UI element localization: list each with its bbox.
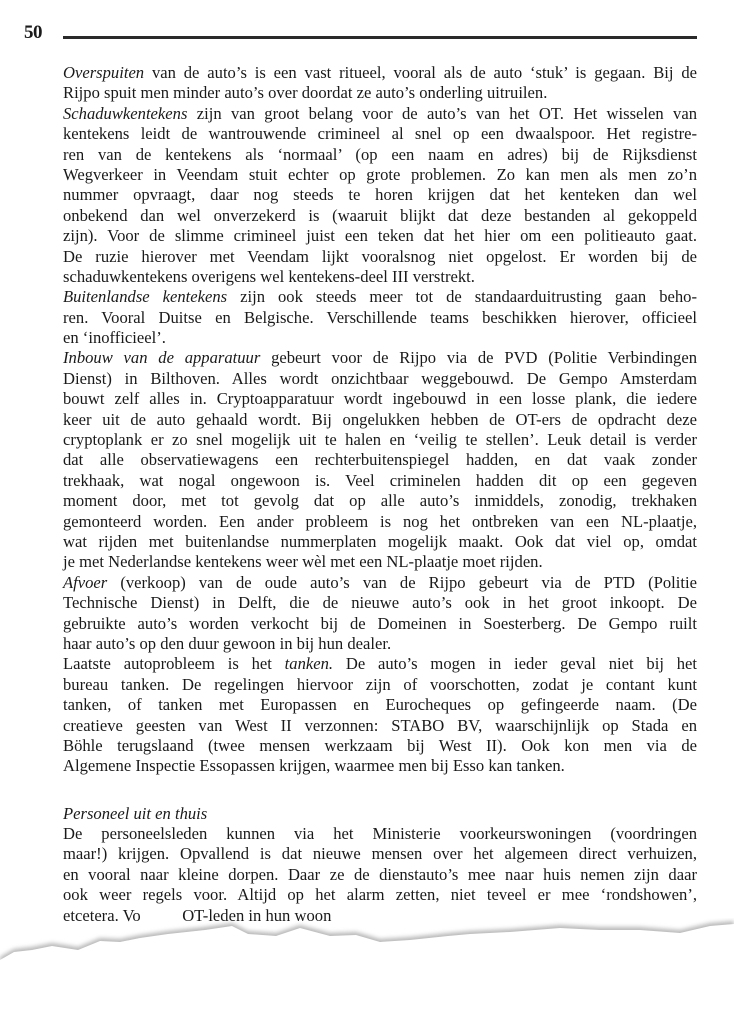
- italic-term: Buitenlandse kentekens: [63, 287, 228, 307]
- text-line: [63, 328, 697, 348]
- text-line: [63, 885, 697, 905]
- line-text: gebeurt voor de Rijpo via de PVD (Politie Verbindingen: [260, 348, 697, 368]
- line-text: bureau tanken. De regelingen hiervoor zijn of voorschotten, zodat je contant kunt: [63, 674, 697, 694]
- line-text: en ‘inofficieel’.: [63, 328, 166, 348]
- line-text: wat rijden met buitenlandse nummerplaten mogelijk maakt. Ook dat viel op, omdat: [63, 531, 697, 551]
- line-text: De personeelsleden kunnen via het Ministerie voorkeurswoningen (voordringen: [63, 824, 697, 844]
- text-line: [63, 124, 697, 144]
- line-text: Laatste autoprobleem is het: [63, 654, 285, 674]
- line-text: (verkoop) van de oude auto’s van de Rijpo gebeurt via de PTD (Politie: [107, 572, 697, 592]
- text-line: [63, 552, 697, 572]
- line-text: gemonteerd worden. Een ander probleem is nog het ontbreken van een NL-plaatje,: [63, 511, 697, 531]
- line-text: Böhle terugslaand (twee mensen werkzaam bij West II). Ook kon men via de: [63, 735, 697, 755]
- line-text: onbekend dan wel onverzekerd is (waaruit blijkt dat deze bestanden al gekoppeld: [63, 205, 697, 225]
- line-text: ren van de kentekens als ‘normaal’ (op een naam en adres) bij de Rijksdienst: [63, 144, 697, 164]
- line-text: haar auto’s op den duur gewoon in bij hun dealer.: [63, 633, 392, 653]
- italic-term: Inbouw van de apparatuur: [63, 348, 261, 368]
- text-line: [63, 348, 697, 368]
- text-line: [63, 389, 697, 409]
- line-text: zijn). Voor de slimme crimineel juist een teken dat het hier om een politieauto gaat.: [63, 226, 697, 246]
- line-text: en vooral naar kleine dorpen. Daar ze de dienstauto’s mee naar huis nemen zijn daar: [63, 864, 697, 884]
- line-text: ook weer regels voor. Altijd op het alarm zetten, niet teveel er mee ‘rondshowen’,: [63, 885, 697, 905]
- text-line: [63, 654, 697, 674]
- text-line: [63, 226, 697, 246]
- text-line: [63, 145, 697, 165]
- main-text: [63, 63, 697, 777]
- line-text: zijn van groot belang voor de auto’s van het OT. Het wisselen van: [187, 103, 697, 123]
- section-gap: [63, 777, 697, 804]
- text-line: [63, 675, 697, 695]
- text-line: [63, 573, 697, 593]
- text-line: [63, 430, 697, 450]
- text-line: [63, 695, 697, 715]
- text-line: [63, 206, 697, 226]
- line-text: keer uit de auto gehaald wordt. Bij ongelukken hebben de OT-ers de opdracht deze: [63, 409, 697, 429]
- line-text: trekhaak, wat nogal ongewoon is. Veel criminelen hadden dit op een gegeven: [63, 470, 697, 490]
- text-line: [63, 165, 697, 185]
- text-line: [63, 512, 697, 532]
- text-line: [63, 308, 697, 328]
- line-text: maar!) krijgen. Opvallend is dat nieuwe mensen over het algemeen direct verhuizen,: [63, 844, 697, 864]
- line-text: gebruikte auto’s worden verkocht bij de Domeinen in Soesterberg. De Gempo ruilt: [63, 613, 697, 633]
- text-line: [63, 287, 697, 307]
- text-line: [63, 844, 697, 864]
- header-rule: [63, 36, 697, 39]
- text-line: [63, 614, 697, 634]
- text-line: [63, 491, 697, 511]
- text-line: [63, 532, 697, 552]
- text-line: [63, 410, 697, 430]
- line-text: Rijpo spuit men minder auto’s over doordat ze auto’s onderling uitruilen.: [63, 83, 548, 103]
- line-text: zijn ook steeds meer tot de standaarduitrusting gaan beho-: [227, 287, 697, 307]
- text-line: [63, 83, 697, 103]
- text-line: [63, 63, 697, 83]
- torn-paper-edge: [0, 918, 734, 1015]
- page-number: 50: [24, 22, 42, 43]
- text-line: [63, 471, 697, 491]
- line-text: van de auto’s is een vast ritueel, vooral als de auto ‘stuk’ is gegaan. Bij de: [144, 63, 697, 82]
- line-text: etcetera. Vo OT-leden in hun woon: [63, 905, 332, 925]
- line-text: Technische Dienst) in Delft, die de nieuwe auto’s ook in het groot inkoopt. De: [63, 593, 697, 613]
- text-line: [63, 634, 697, 654]
- line-text: ren. Vooral Duitse en Belgische. Verschillende teams beschikken hierover, officieel: [63, 307, 697, 327]
- text-line: [63, 865, 697, 885]
- line-text: je met Nederlandse kentekens weer wèl met een NL-plaatje moet rijden.: [63, 552, 543, 572]
- italic-term: tanken.: [284, 654, 334, 674]
- text-line: [63, 824, 697, 844]
- line-text: moment door, met tot gevolg dat op alle auto’s inmiddels, zonodig, trekhaken: [63, 491, 697, 511]
- text-line: [63, 104, 697, 124]
- text-line: [63, 185, 697, 205]
- line-text: Dienst) in Bilthoven. Alles wordt onzichtbaar weggebouwd. De Gempo Amsterdam: [63, 368, 697, 388]
- page-body: [63, 63, 697, 926]
- line-text: creatieve geesten van West II verzonnen: STABO BV, waarschijnlijk op Stada en: [63, 715, 697, 735]
- italic-term: Overspuiten: [63, 63, 145, 82]
- text-line: [63, 593, 697, 613]
- line-text: Algemene Inspectie Essopassen krijgen, waarmee men bij Esso kan tanken.: [63, 756, 565, 776]
- line-text: bouwt zelf alles in. Cryptoapparatuur wordt ingebouwd in een losse plank, die iedere: [63, 389, 697, 409]
- italic-term: Afvoer: [63, 572, 108, 592]
- line-text: nummer opvraagt, daar nog steeds te horen krijgen dat het kenteken dan wel: [63, 185, 697, 205]
- line-text: Wegverkeer in Veendam stuit echter op grote problemen. Zo kan men als men zo’n: [63, 164, 697, 184]
- line-text: tanken, of tanken met Europassen en Eurocheques op gefingeerde naam. (De: [63, 695, 697, 715]
- line-text: De ruzie hierover met Veendam lijkt vooralsnog niet opgelost. Er worden bij de: [63, 246, 697, 266]
- section-text: [63, 824, 697, 926]
- line-text: cryptoplank er zo snel mogelijk uit te halen en ‘veilig te stellen’. Leuk detail is verder: [63, 430, 697, 450]
- text-line: [63, 369, 697, 389]
- text-line: [63, 450, 697, 470]
- line-text: dat alle observatiewagens een rechterbuitenspiegel hadden, en dat vaak zonder: [63, 450, 697, 470]
- text-line: [63, 716, 697, 736]
- text-line: [63, 736, 697, 756]
- text-line: [63, 756, 697, 776]
- text-line: [63, 247, 697, 267]
- section-heading-text: Personeel uit en thuis: [63, 803, 208, 823]
- text-line: [63, 267, 697, 287]
- italic-term: Schaduwkentekens: [63, 103, 188, 123]
- section-heading: [63, 804, 697, 824]
- line-text: schaduwkentekens overigens wel kentekens-deel III verstrekt.: [63, 266, 475, 286]
- line-text: kentekens leidt de wantrouwende crimineel al snel op een dwaalspoor. Het registre-: [63, 124, 697, 144]
- line-text: De auto’s mogen in ieder geval niet bij het: [333, 654, 697, 674]
